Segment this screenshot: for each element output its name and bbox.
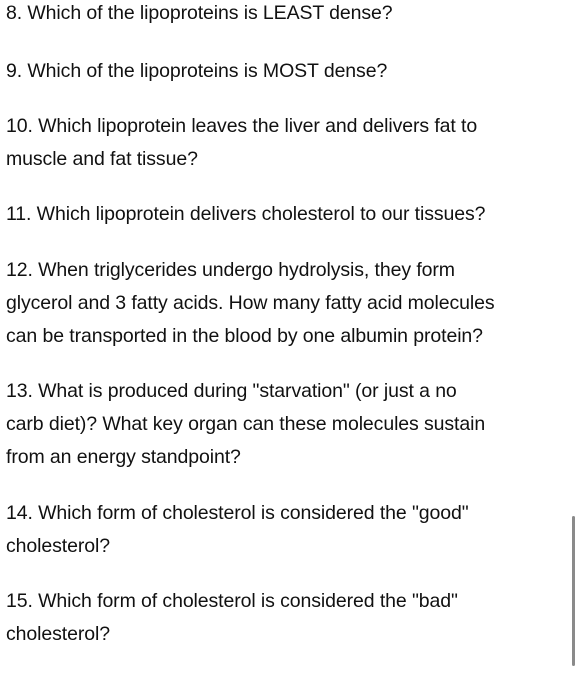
question-line: cholesterol?: [6, 623, 110, 645]
question-10: [6, 110, 566, 176]
question-line: 13. What is produced during "starvation" (or just a no: [6, 380, 457, 402]
question-line: 8. Which of the lipoproteins is LEAST dense?: [6, 2, 393, 24]
question-line: muscle and fat tissue?: [6, 148, 198, 170]
question-line: carb diet)? What key organ can these molecules sustain: [6, 413, 486, 435]
question-line: 14. Which form of cholesterol is considered the "good": [6, 502, 469, 524]
question-line: 11. Which lipoprotein delivers cholesterol to our tissues?: [6, 203, 486, 225]
question-line: cholesterol?: [6, 535, 110, 557]
question-12: [6, 254, 566, 353]
question-line: can be transported in the blood by one albumin protein?: [6, 325, 483, 347]
question-9: [6, 55, 566, 88]
question-line: 9. Which of the lipoproteins is MOST dense?: [6, 60, 388, 82]
question-line: 10. Which lipoprotein leaves the liver and delivers fat to: [6, 115, 478, 137]
question-15: [6, 585, 566, 651]
question-13: [6, 375, 566, 474]
question-line: 15. Which form of cholesterol is considered the "bad": [6, 590, 458, 612]
question-11: [6, 198, 566, 231]
question-line: 12. When triglycerides undergo hydrolysis, they form: [6, 259, 455, 281]
question-line: from an energy standpoint?: [6, 446, 241, 468]
scrollbar-thumb[interactable]: [572, 516, 575, 666]
question-line: glycerol and 3 fatty acids. How many fatty acid molecules: [6, 292, 495, 314]
question-14: [6, 497, 566, 563]
question-8: [6, 0, 566, 30]
